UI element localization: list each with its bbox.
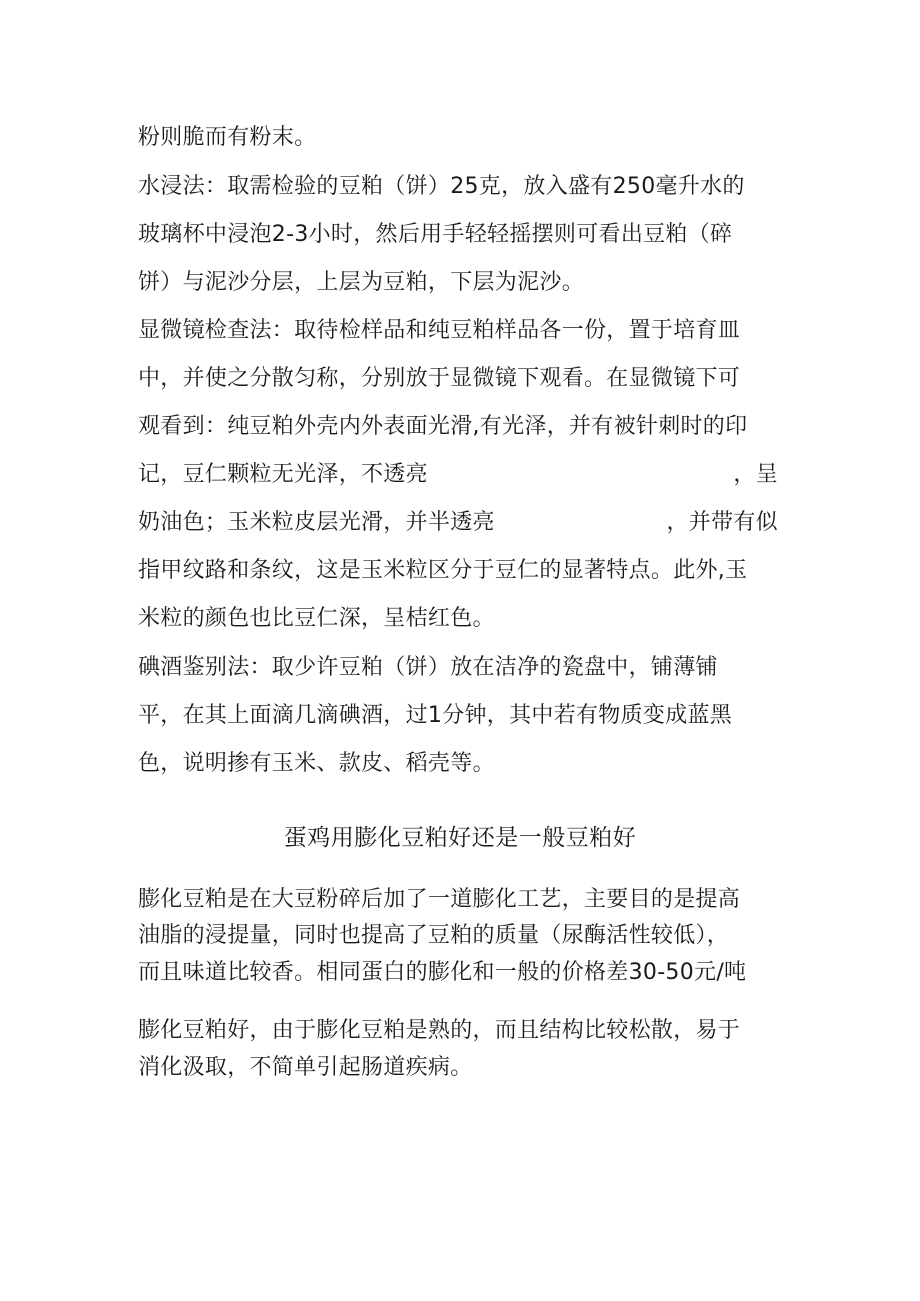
text-line-split xyxy=(138,457,778,493)
text-line: 指甲纹路和条纹，这是玉米粒区分于豆仁的显著特点。此外,玉 xyxy=(138,558,748,583)
text-line: 粉则脆而有粉末。 xyxy=(138,125,317,150)
text-line: 碘酒鉴别法：取少许豆粕（饼）放在洁净的瓷盘中，铺薄铺 xyxy=(138,655,718,680)
text-segment: ，呈 xyxy=(733,462,778,487)
text-line: 玻璃杯中浸泡2-3小时，然后用手轻轻摇摆则可看出豆粕（碎 xyxy=(138,222,733,247)
text-line-split xyxy=(138,505,778,541)
text-line: 膨化豆粕是在大豆粉碎后加了一道膨化工艺，主要目的是提高 xyxy=(138,887,741,912)
text-line: 观看到：纯豆粕外壳内外表面光滑,有光泽，并有被针刺时的印 xyxy=(138,414,748,439)
section-title: 蛋鸡用膨化豆粕好还是一般豆粕好 xyxy=(283,825,637,851)
text-line: 米粒的颜色也比豆仁深，呈桔红色。 xyxy=(138,606,495,631)
text-line: 水浸法：取需检验的豆粕（饼）25克，放入盛有250毫升水的 xyxy=(138,174,745,199)
text-line: 油脂的浸提量，同时也提高了豆粕的质量（尿酶活性较低）， xyxy=(138,923,730,948)
text-line: 中，并使之分散匀称，分别放于显微镜下观看。在显微镜下可 xyxy=(138,366,741,391)
text-line: 色，说明掺有玉米、款皮、稻壳等。 xyxy=(138,751,495,776)
text-line: 膨化豆粕好，由于膨化豆粕是熟的，而且结构比较松散，易于 xyxy=(138,1018,741,1043)
text-segment: 奶油色；玉米粒皮层光滑，并半透亮 xyxy=(138,510,495,535)
text-segment: 记，豆仁颗粒无光泽，不透亮 xyxy=(138,462,428,487)
text-line: 而且味道比较香。相同蛋白的膨化和一般的价格差30-50元/吨 xyxy=(138,960,747,985)
text-line: 显微镜检查法：取待检样品和纯豆粕样品各一份，置于培育皿 xyxy=(138,318,741,343)
text-segment: ，并带有似 xyxy=(666,510,778,535)
text-line: 消化汲取，不简单引起肠道疾病。 xyxy=(138,1055,473,1080)
text-line: 饼）与泥沙分层，上层为豆粕，下层为泥沙。 xyxy=(138,270,585,295)
text-line: 平，在其上面滴几滴碘酒，过1分钟，其中若有物质变成蓝黑 xyxy=(138,703,733,728)
